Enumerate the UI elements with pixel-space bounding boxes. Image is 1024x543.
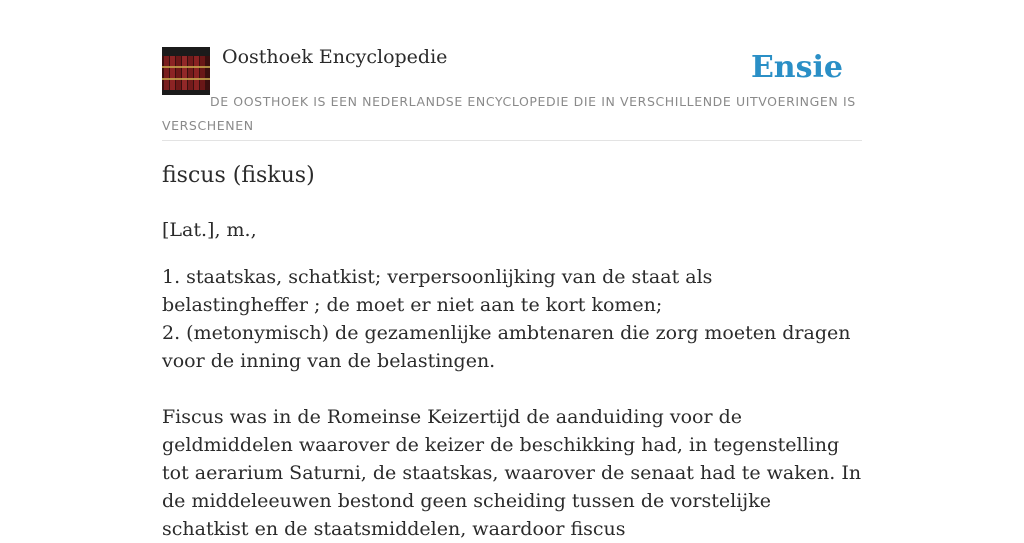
definition-item: 2. (metonymisch) de gezamenlijke ambtenaren die zorg moeten dragen voor de inning van de belastingen. [162,322,851,372]
site-tagline: DE OOSTHOEK IS EEN NEDERLANDSE ENCYCLOPEDIE DIE IN VERSCHILLENDE UITVOERINGEN IS VERSCHENEN [162,94,856,133]
ensie-logo-link[interactable]: Ensie [750,50,843,85]
site-header [162,0,862,141]
bookshelf-icon[interactable] [162,47,210,95]
definition-item: 1. staatskas, schatkist; verpersoonlijking van de staat als belastingheffer ; de moet er niet aan te kort komen; [162,266,713,316]
entry-grammar: [Lat.], m., [162,219,257,241]
page-container [162,0,862,540]
entry-body: Fiscus was in de Romeinse Keizertijd de aanduiding voor de geldmiddelen waarover de keizer de beschikking had, in tegenstelling tot aerarium Saturni, de staatskas, waarover de senaat had te waken. In de middeleeuwen bestond geen scheiding tussen de vorstelijke schatkist en de staatsmiddelen, waardoor fiscus [162,406,862,540]
entry-definitions [162,263,862,375]
entry-title: fiscus (fiskus) [162,163,315,188]
site-title[interactable]: Oosthoek Encyclopedie [222,46,448,68]
